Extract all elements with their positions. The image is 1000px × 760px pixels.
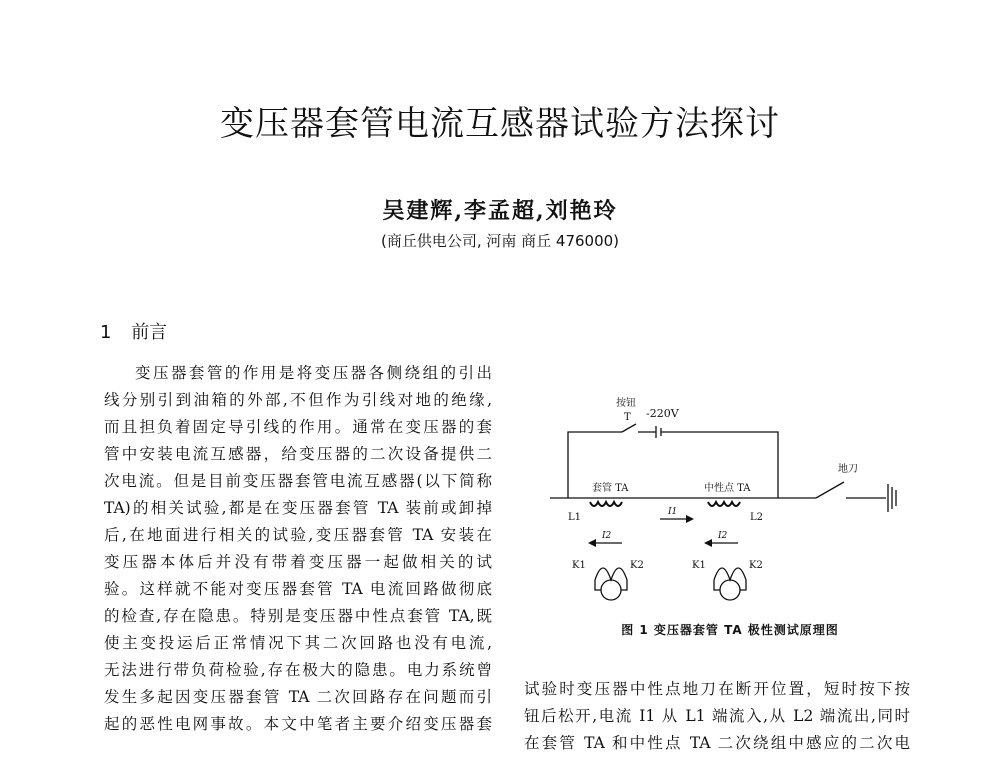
k2-right-label: K2 <box>749 560 763 571</box>
i1-arrow-head <box>686 515 694 523</box>
text-line: 验。这样就不能对变压器套管 TA 电流回路做彻底 <box>104 580 492 598</box>
button-label: 按钮 <box>616 398 636 409</box>
k1-right-label: K1 <box>692 560 706 571</box>
i2-arrow-right-head <box>704 539 712 547</box>
bushing-ta-label: 套管 TA <box>592 483 629 494</box>
text-line: 无法进行带负荷检验,存在极大的隐患。电力系统曾 <box>104 661 492 679</box>
text-line: 管中安装电流互感器，给变压器的二次设备提供二 <box>104 445 492 463</box>
text-line: 变压器套管的作用是将变压器各侧绕组的引出 <box>135 364 492 382</box>
ground-knife-switch <box>816 482 844 498</box>
i2-label-left: I2 <box>602 531 612 541</box>
right-ammeter <box>720 580 740 600</box>
section-heading <box>100 318 167 344</box>
bushing-ta-coil <box>590 502 622 506</box>
knife-label: 地刀 <box>838 464 858 475</box>
text-line: 次电流。但是目前变压器套管电流互感器(以下简称 <box>104 472 492 490</box>
i2-arrow-left-head <box>588 539 596 547</box>
left-ammeter <box>601 580 621 600</box>
text-line: 在套管 TA 和中性点 TA 二次绕组中感应的二次电 <box>524 734 910 752</box>
right-secondary-coil <box>714 568 746 580</box>
paper-title: 变压器套管电流互感器试验方法探讨 <box>220 104 780 144</box>
text-line: 变压器本体后并没有带着变压器一起做相关的试 <box>104 553 492 571</box>
text-line: 使主变投运后正常情况下其二次回路也没有电流, <box>104 634 492 652</box>
neutral-ta-label: 中性点 TA <box>704 483 751 494</box>
polarity-test-diagram <box>540 390 920 620</box>
section-title: 前言 <box>131 322 168 343</box>
text-line: 试验时变压器中性点地刀在断开位置，短时按下按 <box>524 680 910 698</box>
text-line: 后,在地面进行相关的试验,变压器套管 TA 安装在 <box>104 526 492 544</box>
text-line: TA)的相关试验,都是在变压器套管 TA 装前或卸掉 <box>104 499 492 517</box>
text-line: 的检查,存在隐患。特别是变压器中性点套管 TA,既 <box>104 607 492 625</box>
text-line: 钮后松开,电流 I1 从 L1 端流入,从 L2 端流出,同时 <box>524 707 910 725</box>
section-number: 1 <box>100 322 112 343</box>
k2-left-label: K2 <box>630 560 644 571</box>
i1-label: I1 <box>668 507 678 517</box>
push-button-switch <box>622 424 636 432</box>
l2-label: L2 <box>750 512 764 523</box>
l1-label: L1 <box>568 512 582 523</box>
neutral-ta-coil <box>708 502 740 506</box>
text-line: 起的恶性电网事故。本文中笔者主要介绍变压器套 <box>104 715 492 733</box>
author-list: 吴建辉,李孟超,刘艳玲 <box>382 198 618 224</box>
k1-left-label: K1 <box>572 560 586 571</box>
affiliation: (商丘供电公司, 河南 商丘 476000) <box>380 232 620 250</box>
text-line: 而且担负着固定导引线的作用。通常在变压器的套 <box>104 418 492 436</box>
figure-caption: 图 1 变压器套管 TA 极性测试原理图 <box>621 623 839 637</box>
left-secondary-coil <box>595 568 627 580</box>
left-column-text <box>104 360 492 738</box>
text-line: 发生多起因变压器套管 TA 二次回路存在问题而引 <box>104 688 492 706</box>
text-line: 线分别引到油箱的外部,不但作为引线对地的绝缘, <box>104 391 492 409</box>
i2-label-right: I2 <box>718 531 728 541</box>
voltage-label: -220V <box>646 407 679 420</box>
right-column-text <box>524 676 910 757</box>
switch-label: T <box>624 412 631 423</box>
